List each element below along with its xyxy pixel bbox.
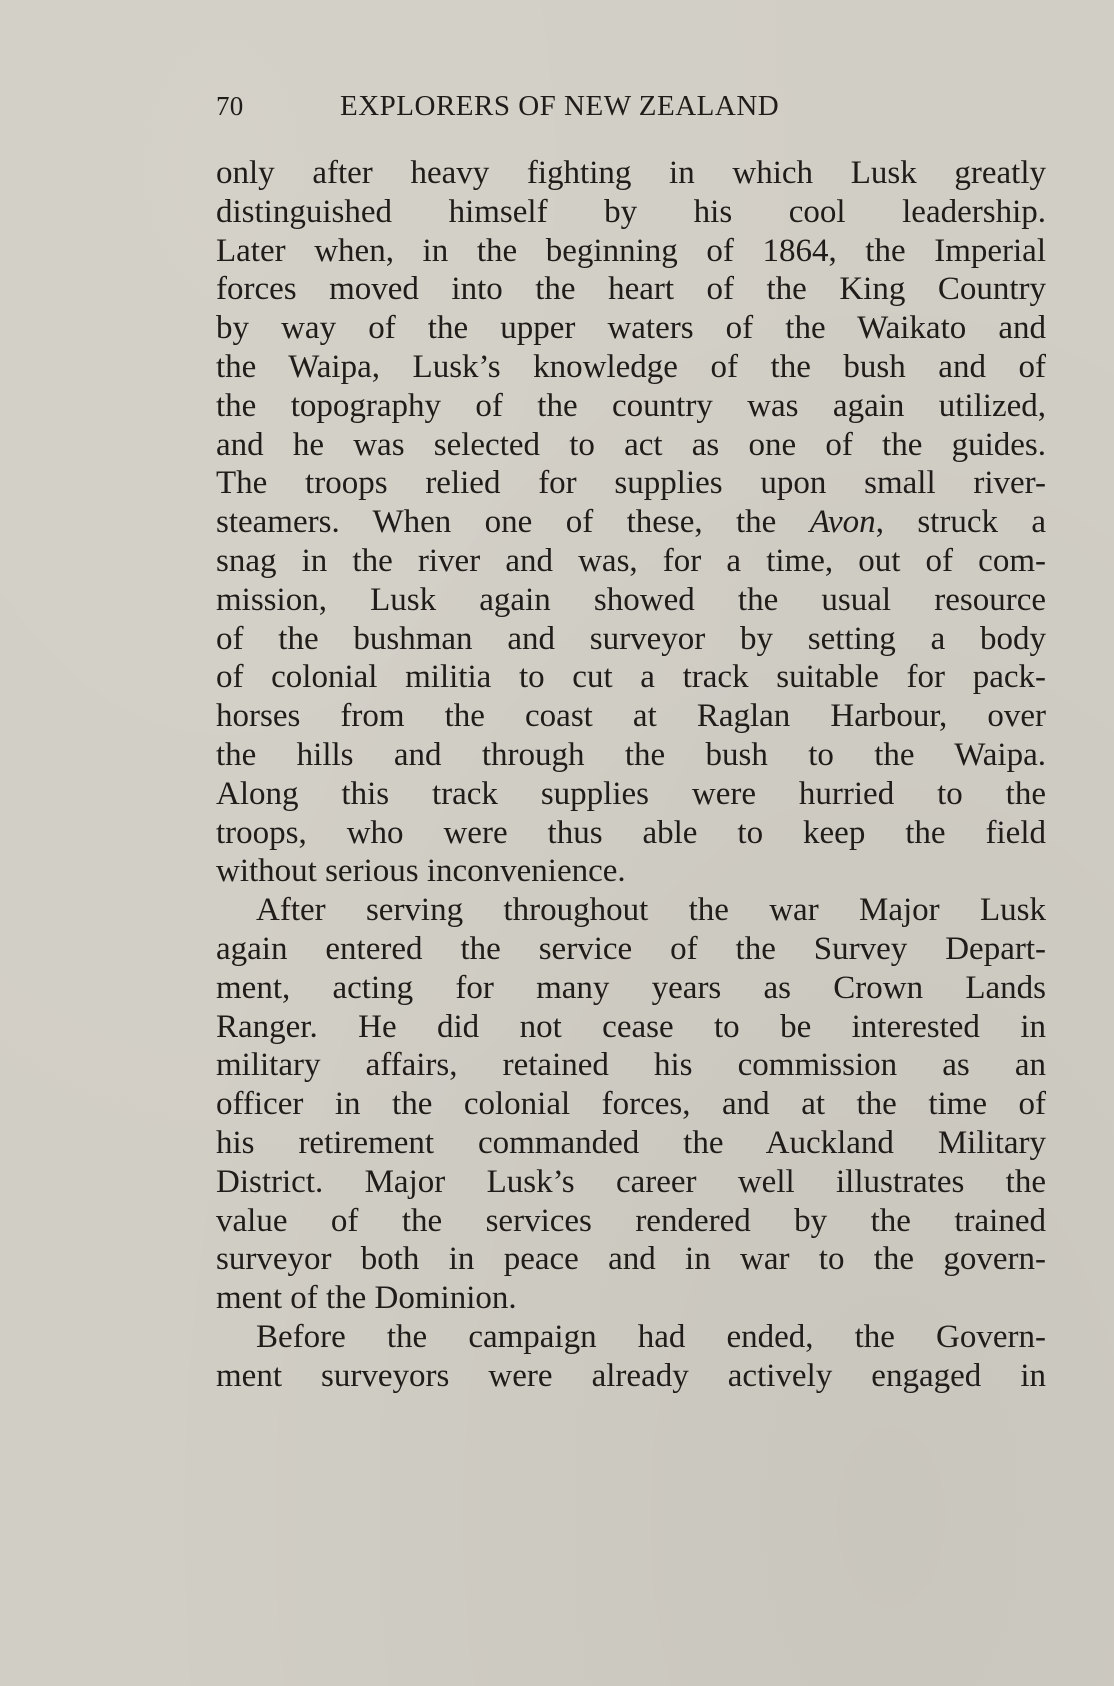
paragraph-start-line: After serving throughout the war Major Lusk (256, 892, 1046, 929)
text-line (216, 503, 1046, 542)
text-line: military affairs, retained his commission as an (216, 1047, 1046, 1084)
text-line: the hills and through the bush to the Waipa. (216, 736, 1046, 773)
text-line: of colonial militia to cut a track suitable for pack- (216, 659, 1046, 696)
text-line: and he was selected to act as one of the guides. (216, 426, 1046, 463)
ship-name-italic: Avon (809, 504, 876, 541)
page-number: 70 (216, 91, 244, 121)
text-line: his retirement commanded the Auckland Military (216, 1124, 1046, 1161)
body-text (216, 154, 1046, 1396)
text-line: only after heavy fighting in which Lusk greatly (216, 155, 1046, 191)
text-line: by way of the upper waters of the Waikato and (216, 310, 1046, 347)
text-line: ment of the Dominion. (216, 1280, 517, 1317)
text-line: officer in the colonial forces, and at the time of (216, 1086, 1046, 1123)
text-line: value of the services rendered by the trained (216, 1202, 1046, 1239)
text-line: The troops relied for supplies upon small river- (216, 465, 1046, 502)
text-line: District. Major Lusk’s career well illustrates the (216, 1163, 1046, 1200)
text-line: of the bushman and surveyor by setting a body (216, 620, 1046, 657)
text-line: again entered the service of the Survey Depart- (216, 930, 1046, 967)
text-line: snag in the river and was, for a time, out of com- (216, 542, 1046, 579)
text-line: troops, who were thus able to keep the field (216, 814, 1046, 851)
text-segment: , struck a (875, 504, 1046, 541)
running-head (216, 90, 1046, 134)
text-line: surveyor both in peace and in war to the govern- (216, 1241, 1046, 1278)
text-line: horses from the coast at Raglan Harbour, over (216, 698, 1046, 735)
text-line: mission, Lusk again showed the usual resource (216, 581, 1046, 618)
text-line: the topography of the country was again utilized, (216, 387, 1046, 424)
paragraph-start-line: Before the campaign had ended, the Govern- (256, 1318, 1046, 1355)
text-line: Later when, in the beginning of 1864, the Imperial (216, 232, 1046, 269)
text-line: forces moved into the heart of the King Country (216, 271, 1046, 308)
text-line: without serious inconvenience. (216, 853, 626, 890)
book-title: EXPLORERS OF NEW ZEALAND (340, 90, 780, 122)
text-line: distinguished himself by his cool leadership. (216, 193, 1046, 230)
text-line: ment surveyors were already actively engaged in (216, 1357, 1046, 1394)
text-line: ment, acting for many years as Crown Lands (216, 969, 1046, 1006)
text-segment: steamers. When one of these, the (216, 504, 810, 541)
text-line: Ranger. He did not cease to be interested in (216, 1008, 1046, 1045)
text-line: the Waipa, Lusk’s knowledge of the bush and of (216, 348, 1046, 385)
text-line: Along this track supplies were hurried to the (216, 775, 1046, 812)
